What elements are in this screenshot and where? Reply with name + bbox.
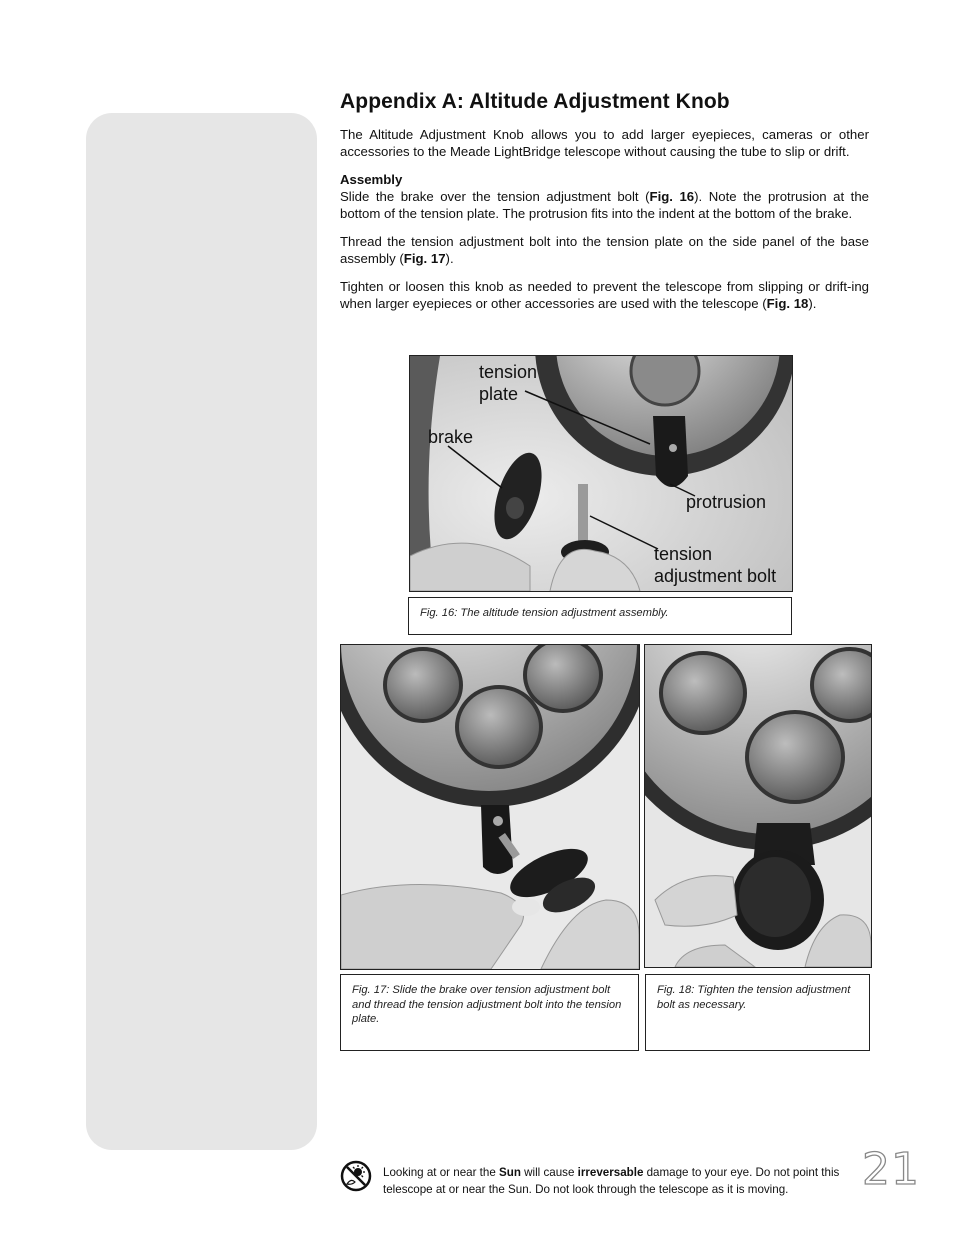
assembly-paragraph-1: Assembly Slide the brake over the tension adjustment bolt (Fig. 16). Note the protrusion at the bottom of the tension plate. The protrusion fits into the indent at the bottom of the brake.: [340, 172, 869, 221]
label-protrusion: protrusion: [686, 492, 767, 512]
label-tension-adjustment-bolt: tension adjustment bolt: [654, 544, 777, 586]
assembly-paragraph-2: Thread the tension adjustment bolt into the tension plate on the side panel of the base assembly (Fig. 17).: [340, 234, 869, 266]
intro-paragraph: The Altitude Adjustment Knob allows you to add larger eyepieces, cameras or other accessories to the Meade LightBridge telescope without causing the tube to slip or drift.: [340, 127, 869, 159]
fig17-caption: Fig. 17: Slide the brake over tension adjustment bolt and thread the tension adjustment bolt into the tension plate.: [340, 974, 639, 1051]
fig18-caption: Fig. 18: Tighten the tension adjustment bolt as necessary.: [645, 974, 870, 1051]
fig-ref: Fig. 18: [766, 296, 809, 311]
sun-warning-icon: [340, 1160, 372, 1192]
fig16-photo: [409, 355, 793, 592]
page-title: Appendix A: Altitude Adjustment Knob: [340, 90, 730, 113]
label-tension-plate: tension plate: [479, 362, 538, 404]
assembly-subhead: Assembly: [340, 172, 403, 187]
fig18-photo: [644, 644, 872, 968]
fig-ref: Fig. 17: [403, 251, 446, 266]
fig17-photo: [340, 644, 640, 970]
sidebar-panel: [86, 113, 317, 1150]
sun-warning-text: Looking at or near the Sun will cause irreversable damage to your eye. Do not point this telescope at or near the Sun. Do not look through the telescope as it is moving.: [383, 1166, 840, 1196]
main-content: [340, 90, 869, 323]
assembly-paragraph-3: Tighten or loosen this knob as needed to prevent the telescope from slipping or drift-ing when larger eyepieces or other accessories are used with the telescope (Fig. 18).: [340, 279, 869, 311]
fig17-image: [341, 645, 639, 969]
fig-ref: Fig. 16: [649, 189, 695, 204]
fig16-caption: Fig. 16: The altitude tension adjustment assembly.: [408, 597, 792, 635]
fig18-image: [645, 645, 871, 967]
page-number: 21: [862, 1144, 920, 1195]
label-brake: brake: [428, 427, 474, 447]
